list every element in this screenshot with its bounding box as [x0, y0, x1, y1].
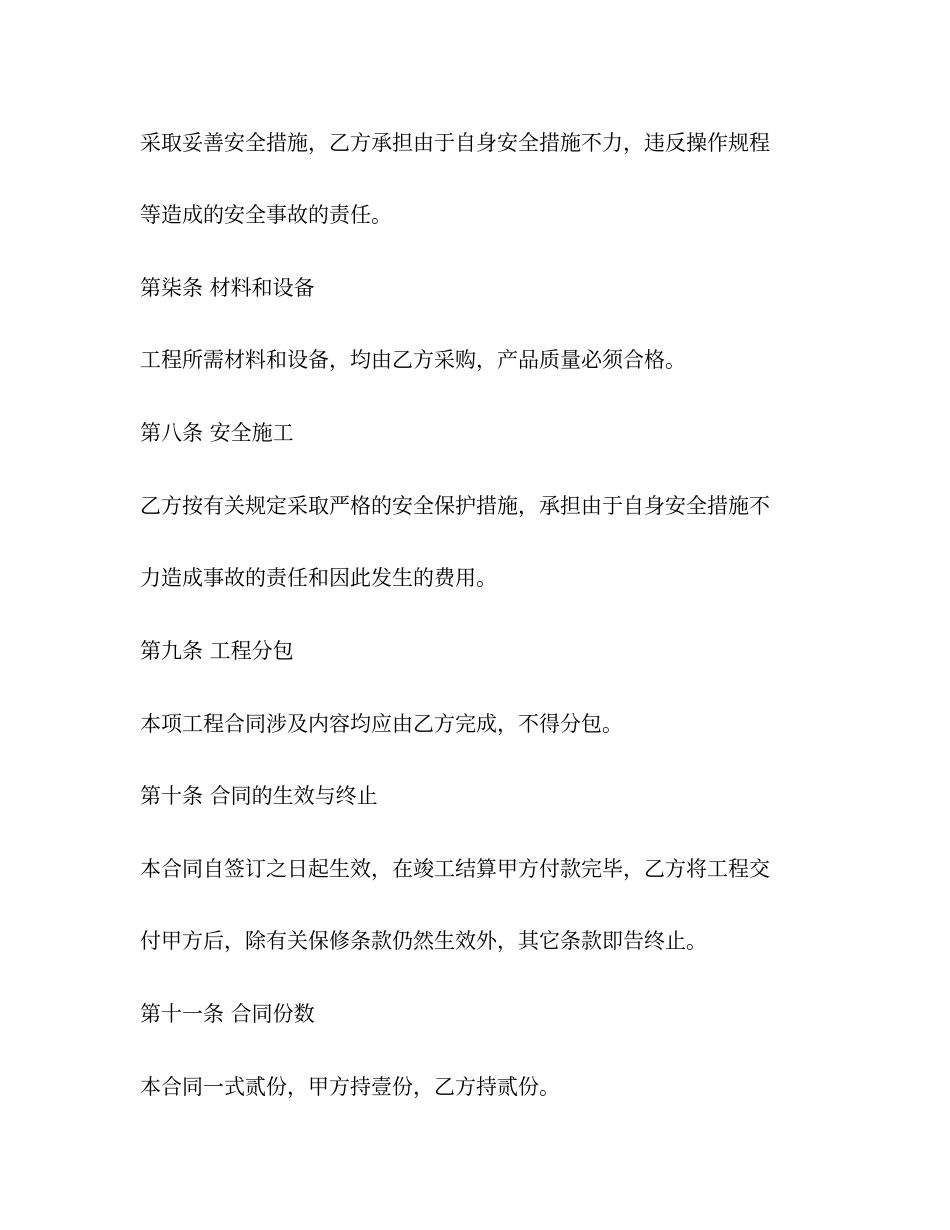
body-text-line: 工程所需材料和设备，均由乙方采购，产品质量必须合格。: [140, 348, 686, 372]
section-heading: 第十条 合同的生效与终止: [140, 784, 378, 808]
body-text-line: 乙方按有关规定采取严格的安全保护措施，承担由于自身安全措施不: [140, 494, 770, 518]
section-heading: 第柒条 材料和设备: [140, 276, 315, 300]
section-heading: 第八条 安全施工: [140, 421, 294, 445]
body-text-line: 采取妥善安全措施，乙方承担由于自身安全措施不力，违反操作规程: [140, 131, 770, 155]
body-text-line: 力造成事故的责任和因此发生的费用。: [140, 566, 497, 590]
body-text-line: 本合同自签订之日起生效，在竣工结算甲方付款完毕，乙方将工程交: [140, 857, 770, 881]
section-heading: 第九条 工程分包: [140, 639, 294, 663]
body-text-line: 等造成的安全事故的责任。: [140, 203, 392, 227]
section-heading: 第十一条 合同份数: [140, 1002, 315, 1026]
body-text-line: 付甲方后，除有关保修条款仍然生效外，其它条款即告终止。: [140, 929, 707, 953]
body-text-line: 本项工程合同涉及内容均应由乙方完成，不得分包。: [140, 712, 623, 736]
body-text-line: 本合同一式贰份，甲方持壹份，乙方持贰份。: [140, 1075, 560, 1099]
